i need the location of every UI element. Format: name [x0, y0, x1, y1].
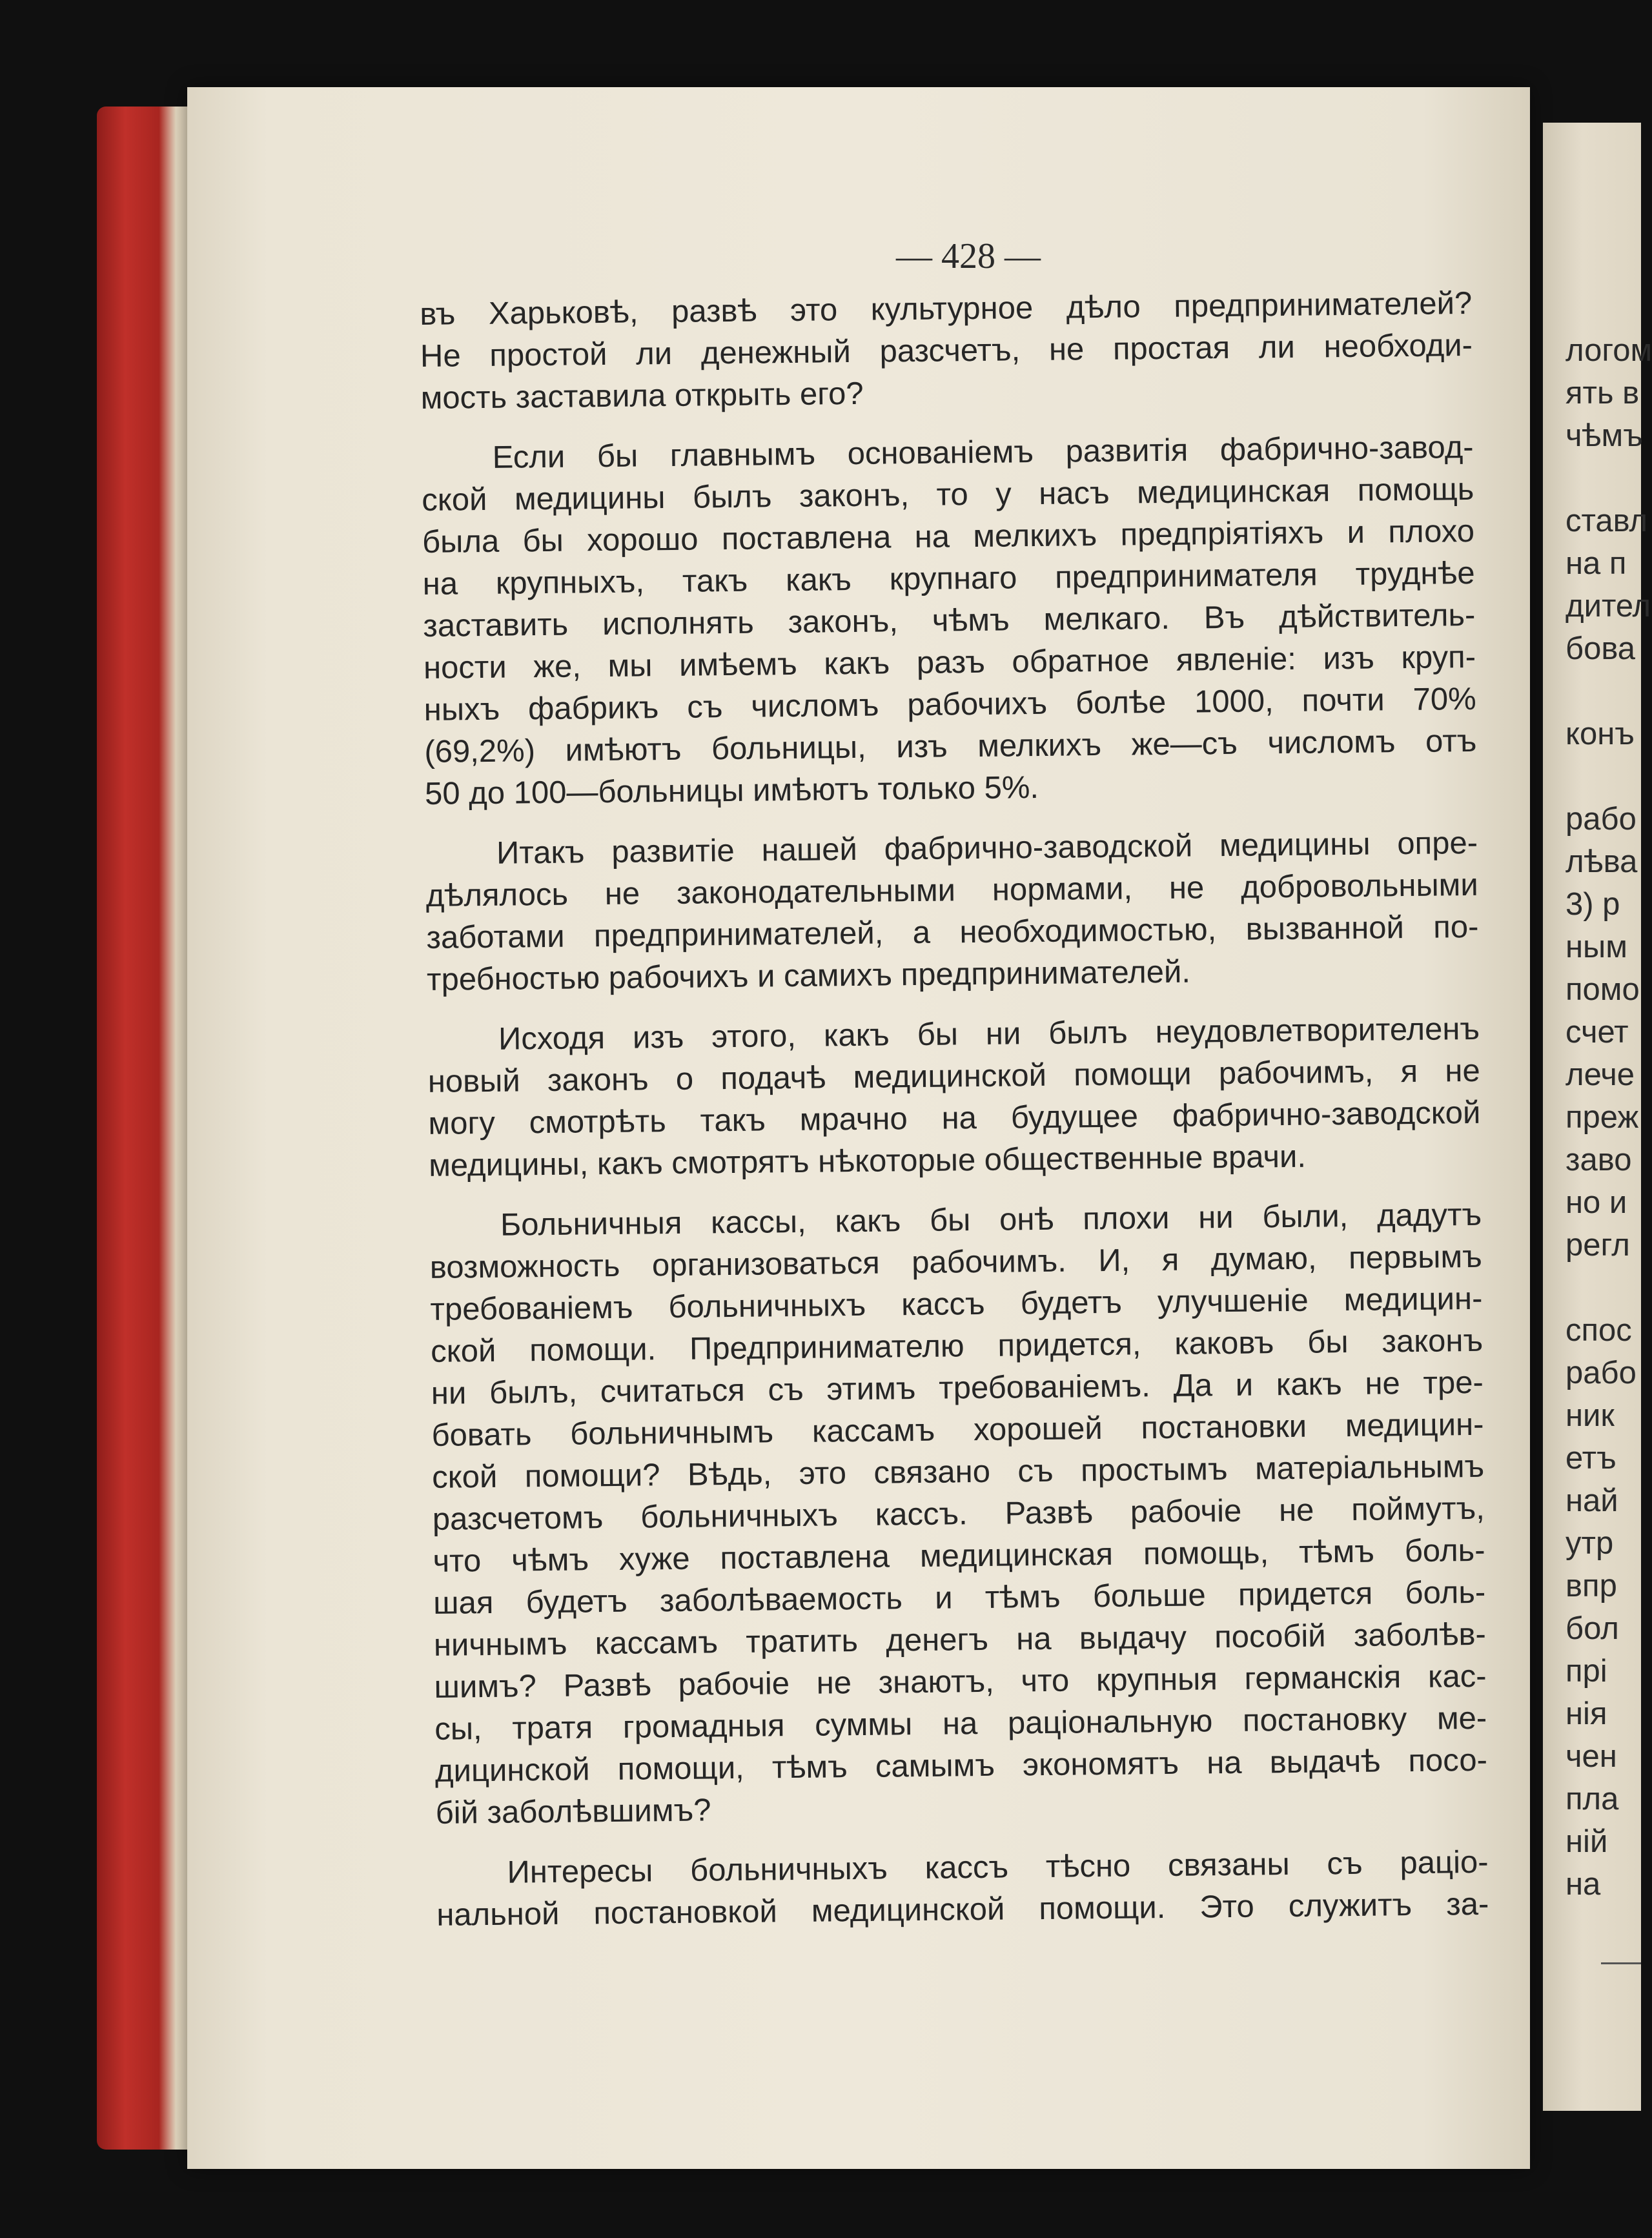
text-line: требованіемъ больничныхъ кассъ будетъ улучшеніе медицин-: [430, 1281, 1483, 1327]
text-line: ности же, мы имѣемъ какъ разъ обратное явленіе: изъ круп-: [423, 639, 1476, 686]
fragment-line: ник: [1565, 1398, 1615, 1433]
text-line: шая будетъ заболѣваемость и тѣмъ больше придется боль-: [433, 1574, 1486, 1621]
paragraph-6: [436, 1842, 1489, 1937]
paragraph-1: [420, 283, 1473, 420]
text-line: ничнымъ кассамъ тратить денегъ на выдачу пособій заболѣв-: [433, 1616, 1487, 1663]
fragment-line: лѣва: [1565, 844, 1638, 879]
text-line: заставить исполнять законъ, чѣмъ мелкаго. Въ дѣйствитель-: [423, 597, 1476, 644]
fragment-line: впр: [1565, 1569, 1617, 1603]
text-line: Исходя изъ этого, какъ бы ни былъ неудовлетворителенъ: [498, 1011, 1480, 1057]
fragment-line: утр: [1565, 1526, 1614, 1561]
fragment-line: най: [1565, 1483, 1618, 1518]
text-line: ской медицины былъ законъ, то у насъ медицинская помощь: [422, 471, 1474, 518]
text-line: заботами предпринимателей, а необходимостью, вызванной по-: [426, 909, 1479, 955]
text-line: на крупныхъ, такъ какъ крупнаго предпринимателя труднѣе: [422, 555, 1475, 602]
fragment-line: етъ: [1565, 1441, 1616, 1476]
text-line: шимъ? Развѣ рабочіе не знаютъ, что крупныя германскія кас-: [434, 1658, 1487, 1705]
fragment-line: 3) р: [1565, 887, 1620, 922]
text-line: Если бы главнымъ основаніемъ развитія фабрично-завод-: [492, 429, 1474, 475]
fragment-gap: [1565, 755, 1652, 798]
fragment-line: на п: [1565, 546, 1627, 581]
fragment-line: логом: [1565, 333, 1652, 368]
text-line: требностью рабочихъ и самихъ предпринимателей.: [426, 954, 1191, 997]
fragment-line: прі: [1565, 1654, 1607, 1689]
text-line: разсчетомъ больничныхъ кассъ. Развѣ рабочіе не поймутъ,: [432, 1490, 1485, 1537]
right-page-rule: [1601, 1962, 1641, 1964]
fragment-line: бол: [1565, 1611, 1619, 1646]
text-line: Не простой ли денежный разсчетъ, не простая ли необходи-: [420, 327, 1473, 374]
fragment-line: пла: [1565, 1782, 1619, 1816]
fragment-line: помо: [1565, 972, 1640, 1007]
text-line: сы, тратя громадныя суммы на раціональную постановку ме-: [434, 1700, 1487, 1747]
fragment-line: чен: [1565, 1739, 1617, 1774]
fragment-line: преж: [1565, 1100, 1639, 1135]
fragment-line: лече: [1565, 1057, 1635, 1092]
text-line: дицинской помощи, тѣмъ самымъ экономятъ на выдачѣ посо-: [434, 1742, 1488, 1789]
text-line: 50 до 100—больницы имѣютъ только 5%.: [424, 770, 1039, 811]
text-line: бій заболѣвшимъ?: [435, 1793, 711, 1831]
text-line: ныхъ фабрикъ съ числомъ рабочихъ болѣе 1000, почти 70%: [423, 681, 1476, 727]
fragment-line: ній: [1565, 1824, 1608, 1859]
paragraph-3: [425, 822, 1480, 1001]
text-line: Итакъ развитіе нашей фабрично-заводской медицины опре-: [496, 825, 1478, 871]
text-line: Интересы больничныхъ кассъ тѣсно связаны съ раціо-: [507, 1844, 1489, 1890]
fragment-line: заво: [1565, 1143, 1632, 1177]
fragment-gap: [1565, 457, 1652, 500]
paragraph-5: [429, 1194, 1488, 1835]
fragment-line: ным: [1565, 930, 1627, 964]
fragment-line: бова: [1565, 631, 1636, 666]
fragment-line: на: [1565, 1867, 1601, 1902]
fragment-line: регл: [1565, 1228, 1630, 1263]
fragment-line: чѣмъ: [1565, 418, 1643, 453]
text-line: нальной постановкой медицинской помощи. Это служитъ за-: [436, 1886, 1489, 1933]
fragment-line: дител: [1565, 589, 1651, 624]
text-line: возможность организоваться рабочимъ. И, я думаю, первымъ: [429, 1239, 1482, 1285]
fragment-line: счет: [1565, 1015, 1629, 1050]
text-line: бовать больничнымъ кассамъ хорошей постановки медицин-: [431, 1407, 1484, 1453]
text-line: медицины, какъ смотрятъ нѣкоторые общественные врачи.: [428, 1139, 1307, 1183]
page-number: — 428 —: [896, 236, 1041, 276]
text-line: мость заставила открыть его?: [420, 376, 864, 416]
text-line: (69,2%) имѣютъ больницы, изъ мелкихъ же—съ числомъ отъ: [424, 723, 1477, 769]
text-line: что чѣмъ хуже поставлена медицинская помощь, тѣмъ боль-: [433, 1532, 1485, 1579]
text-line: въ Харьковѣ, развѣ это культурное дѣло предпринимателей?: [420, 285, 1473, 332]
fragment-gap: [1565, 1267, 1652, 1309]
text-line: ской помощи? Вѣдь, это связано съ простымъ матеріальнымъ: [431, 1449, 1485, 1495]
right-page-edge: [1543, 123, 1652, 2111]
fragment-line: ять в: [1565, 376, 1640, 411]
fragment-line: нія: [1565, 1696, 1607, 1731]
text-line: могу смотрѣть такъ мрачно на будущее фабрично-заводской: [428, 1095, 1481, 1141]
fragment-line: ставл: [1565, 504, 1648, 538]
fragment-line: рабо: [1565, 1356, 1637, 1390]
right-page-fragments: [1565, 329, 1652, 1906]
text-line: ской помощи. Предпринимателю придется, каковъ бы законъ: [430, 1323, 1484, 1369]
page-body-text: [420, 283, 1489, 1955]
fragment-line: конъ: [1565, 717, 1635, 751]
text-line: была бы хорошо поставлена на мелкихъ предпріятіяхъ и плохо: [422, 513, 1475, 560]
text-line: ни былъ, считаться съ этимъ требованіемъ. Да и какъ не тре-: [431, 1365, 1484, 1411]
paragraph-2: [421, 427, 1477, 815]
text-line: новый законъ о подачѣ медицинской помощи рабочимъ, я не: [427, 1053, 1480, 1099]
fragment-line: спос: [1565, 1313, 1632, 1348]
text-line: дѣлялось не законодательными нормами, не добровольными: [425, 867, 1478, 913]
paragraph-4: [427, 1008, 1482, 1187]
fragment-line: рабо: [1565, 802, 1637, 837]
fragment-line: но и: [1565, 1185, 1627, 1220]
text-line: Больничныя кассы, какъ бы онѣ плохи ни были, дадутъ: [500, 1197, 1482, 1243]
fragment-gap: [1565, 670, 1652, 713]
